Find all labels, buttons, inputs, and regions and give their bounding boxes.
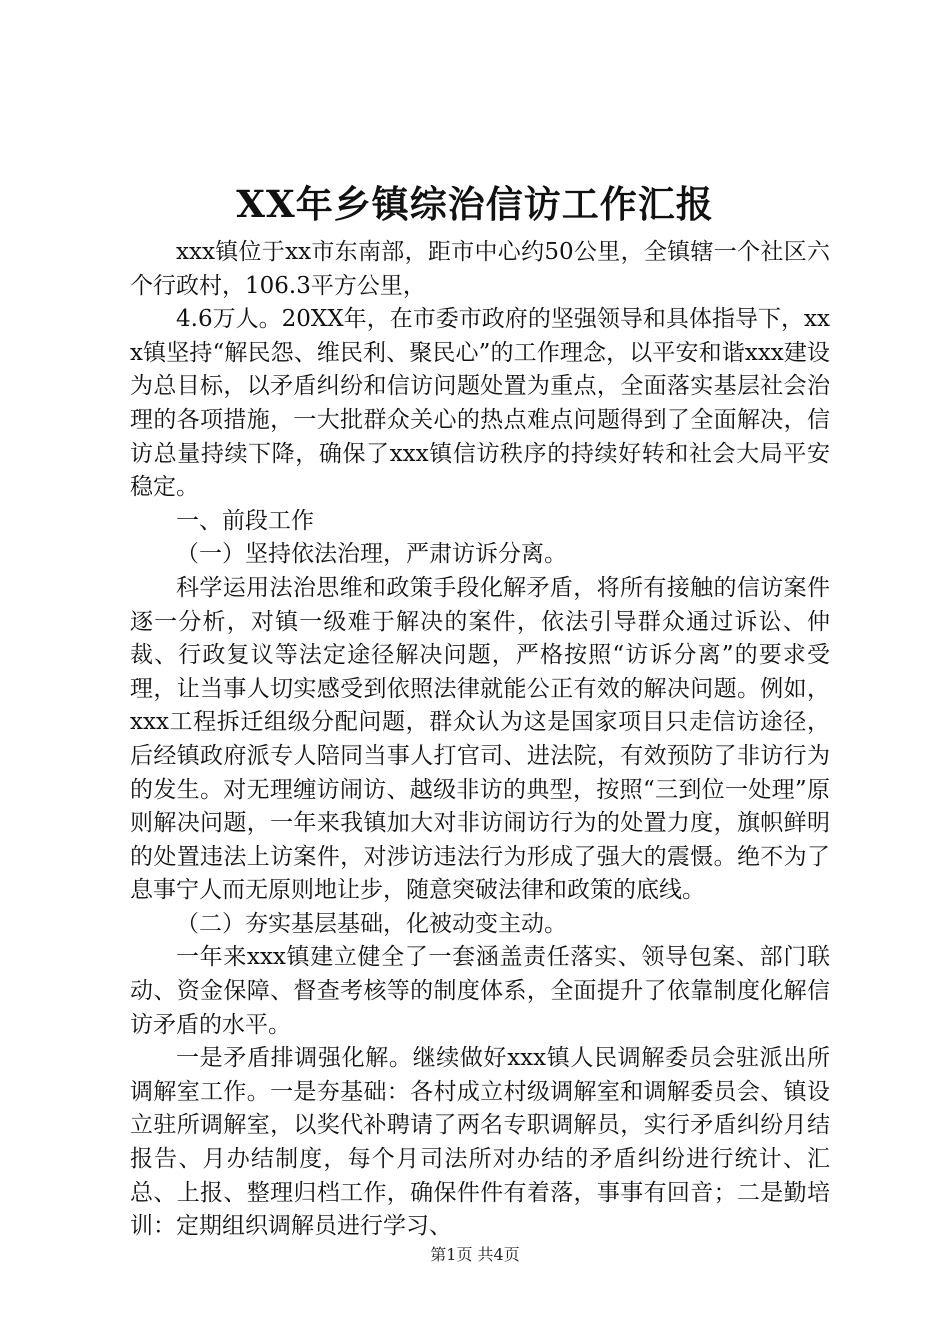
section-heading-1: 一、前段工作 xyxy=(176,507,314,534)
paragraph-legal-governance: 科学运用法治思维和政策手段化解矛盾，将所有接触的信访案件逐一分析，对镇一级难于解决的案件，依法引导群众通过诉讼、仲裁、行政复议等法定途径解决问题，严格按照“访诉分离”的要求受理，让当事人切实感受到依照法律就能公正有效的解决问题。例如，xxx工程拆迁组级分配问题，群众认为这是国家项目只走信访途径，后经镇政府派专人陪同当事人打官司、进法院，有效预防了非访行为的发生。对无理缠访闹访、越级非访的典型，按照“三到位一处理”原则解决问题，一年来我镇加大对非访闹访行为的处置力度，旗帜鲜明的处置违法上访案件，对涉访违法行为形成了强大的震慑。绝不为了息事宁人而无原则地让步，随意突破法律和政策的底线。 xyxy=(130,574,830,904)
paragraph-system-building: 一年来xxx镇建立健全了一套涵盖责任落实、领导包案、部门联动、资金保障、督查考核等的制度体系，全面提升了依靠制度化解信访矛盾的水平。 xyxy=(130,944,830,1038)
document-body xyxy=(130,236,830,1244)
subsection-heading-1: （一）坚持依法治理，严肃访诉分离。 xyxy=(176,541,567,568)
page-footer: 第1页 共4页 xyxy=(430,1245,520,1264)
paragraph-overview: 4.6万人。20XX年，在市委市政府的坚强领导和具体指导下，xxx镇坚持“解民怨、维民利、聚民心”的工作理念，以平安和谐xxx建设为总目标，以矛盾纠纷和信访问题处置为重点，全面落实基层社会治理的各项措施，一大批群众关心的热点难点问题得到了全面解决，信访总量持续下降，确保了xxx镇信访秩序的持续好转和社会大局平安稳定。 xyxy=(130,306,830,501)
subsection-heading-2: （二）夯实基层基础，化被动变主动。 xyxy=(176,910,567,937)
document-title: XX年乡镇综治信访工作汇报 xyxy=(236,182,714,226)
paragraph-intro: xxx镇位于xx市东南部，距市中心约50公里，全镇辖一个社区六个行政村，106.3平方公里， xyxy=(130,239,830,299)
paragraph-mediation: 一是矛盾排调强化解。继续做好xxx镇人民调解委员会驻派出所调解室工作。一是夯基础：各村成立村级调解室和调解委员会、镇设立驻所调解室，以奖代补聘请了两名专职调解员，实行矛盾纠纷月结报告、月办结制度，每个月司法所对办结的矛盾纠纷进行统计、汇总、上报、整理归档工作，确保件件有着落，事事有回音；二是勤培训：定期组织调解员进行学习、 xyxy=(130,1045,830,1240)
